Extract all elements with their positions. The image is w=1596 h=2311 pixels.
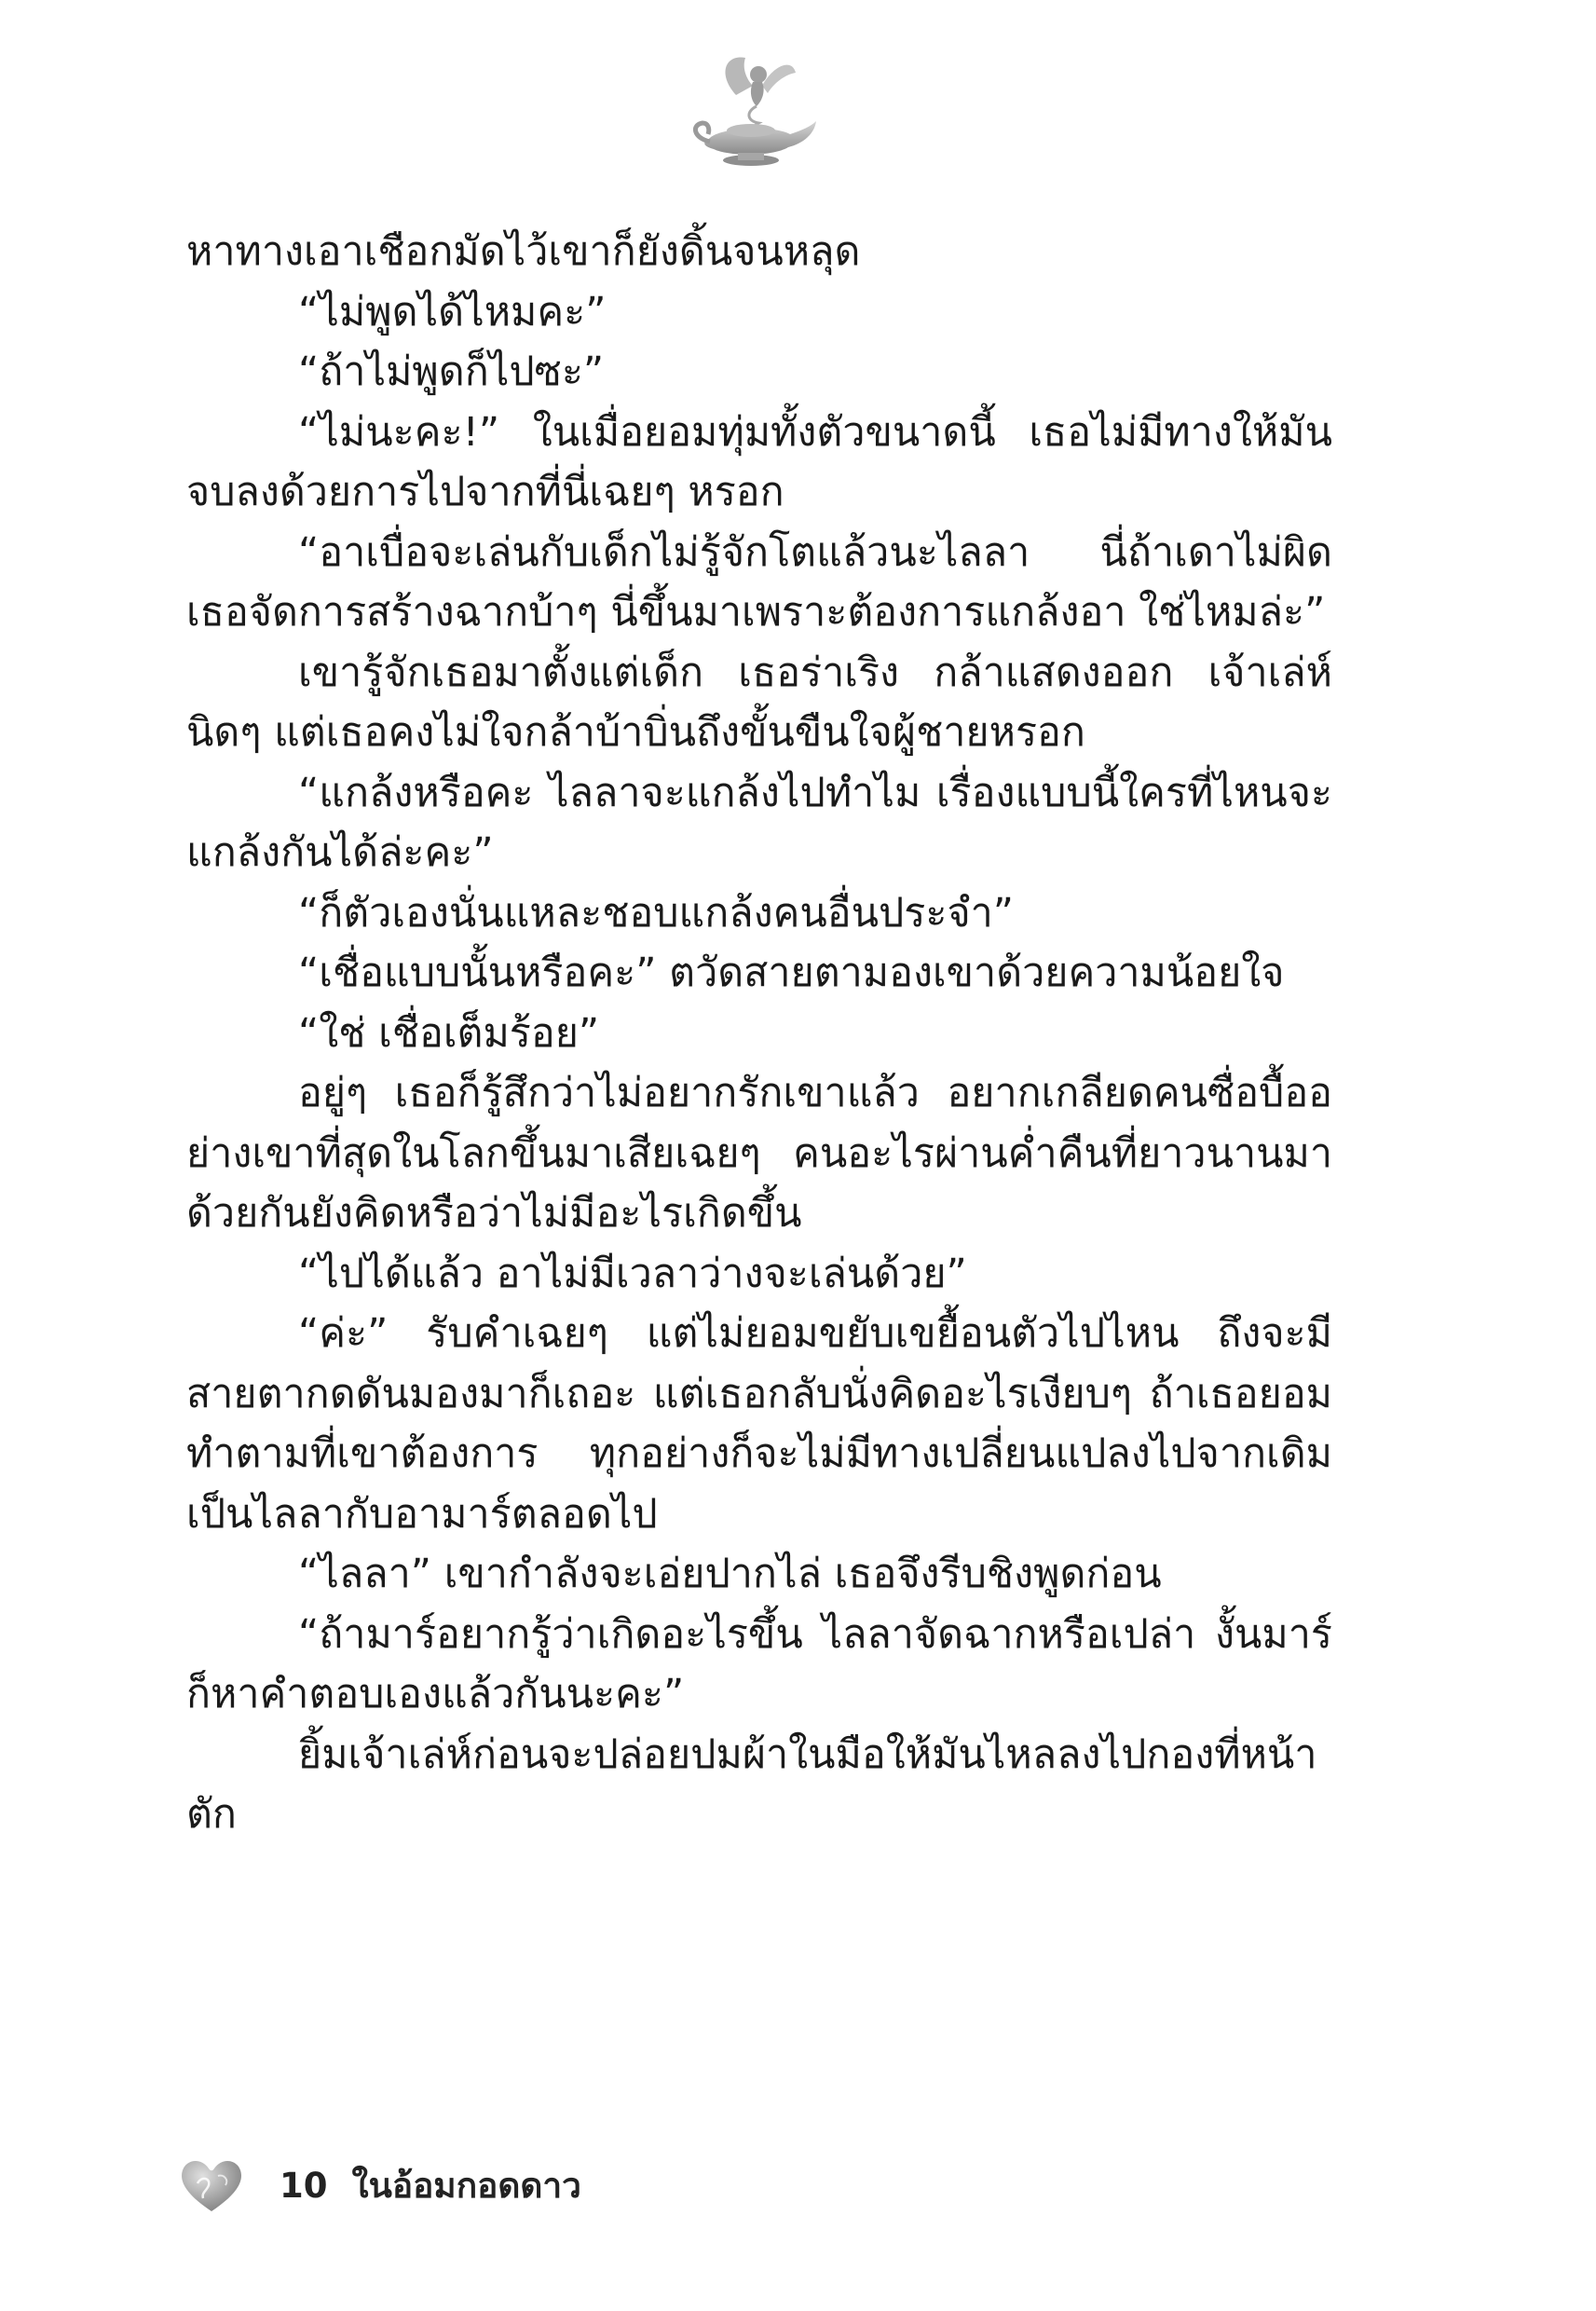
paragraph: หาทางเอาเชือกมัดไว้เขาก็ยังดิ้นจนหลุด [186, 228, 861, 275]
body-text [186, 222, 1332, 1845]
paragraph: “อาเบื่อจะเล่นกับเด็กไม่รู้จักโตแล้วนะไลลา นี่ถ้าเดาไม่ผิด เธอจัดการสร้างฉากบ้าๆ นี่ขึ้นมาเพราะต้องการแกล้งอา ใช่ไหมล่ะ” [186, 528, 1332, 636]
paragraph: “ถ้ามาร์อยากรู้ว่าเกิดอะไรขึ้น ไลลาจัดฉากหรือเปล่า งั้นมาร์ก็หาคำตอบเองแล้วกันนะคะ” [186, 1610, 1332, 1717]
paragraph: อยู่ๆ เธอก็รู้สึกว่าไม่อยากรักเขาแล้ว อยากเกลียดคนซื่อบื้ออย่างเขาที่สุดในโลกขึ้นมาเสียเฉยๆ คนอะไรผ่านค่ำคืนที่ยาวนานมาด้วยกันยังคิดหรือว่าไม่มีอะไรเกิดขึ้น [186, 1070, 1332, 1237]
paragraph: “ใช่ เชื่อเต็มร้อย” [298, 1009, 600, 1057]
paragraph: “ไลลา” เขากำลังจะเอ่ยปากไล่ เธอจึงรีบชิงพูดก่อน [298, 1551, 1162, 1597]
paragraph: “ค่ะ” รับคำเฉยๆ แต่ไม่ยอมขยับเขยื้อนตัวไปไหน ถึงจะมีสายตากดดันมองมาก็เถอะ แต่เธอกลับนั่งคิดอะไรเงียบๆ ถ้าเธอยอมทำตามที่เขาต้องการ ทุกอย่างก็จะไม่มีทางเปลี่ยนแปลงไปจากเดิม เป็นไลลากับอามาร์ตลอดไป [186, 1310, 1332, 1538]
paragraph: “ไม่พูดได้ไหมคะ” [298, 288, 607, 335]
paragraph: เขารู้จักเธอมาตั้งแต่เด็ก เธอร่าเริง กล้าแสดงออก เจ้าเล่ห์นิดๆ แต่เธอคงไม่ใจกล้าบ้าบิ่นถึงขั้นขืนใจผู้ชายหรอก [186, 649, 1332, 756]
page-number: 10 [280, 2165, 328, 2206]
page-footer [177, 2153, 581, 2218]
paragraph: “ถ้าไม่พูดก็ไปซะ” [298, 349, 605, 395]
paragraph: “แกล้งหรือคะ ไลลาจะแกล้งไปทำไม เรื่องแบบนี้ใครที่ไหนจะแกล้งกันได้ล่ะคะ” [186, 769, 1332, 876]
paragraph: “ไม่นะคะ!” ในเมื่อยอมทุ่มทั้งตัวขนาดนี้ เธอไม่มีทางให้มันจบลงด้วยการไปจากที่นี่เฉยๆ หรอก [186, 408, 1332, 515]
book-title: ในอ้อมกอดดาว [351, 2165, 581, 2206]
paragraph: “ไปได้แล้ว อาไม่มีเวลาว่างจะเล่นด้วย” [298, 1250, 967, 1297]
genie-lamp-icon [680, 37, 820, 177]
paragraph: “ก็ตัวเองนั่นแหละชอบแกล้งคนอื่นประจำ” [298, 889, 1015, 937]
heart-icon [177, 2155, 246, 2215]
paragraph: ยิ้มเจ้าเล่ห์ก่อนจะปล่อยปมผ้าในมือให้มันไหลลงไปกองที่หน้าตัก [186, 1730, 1317, 1838]
paragraph: “เชื่อแบบนั้นหรือคะ” ตวัดสายตามองเขาด้วยความน้อยใจ [298, 950, 1285, 996]
